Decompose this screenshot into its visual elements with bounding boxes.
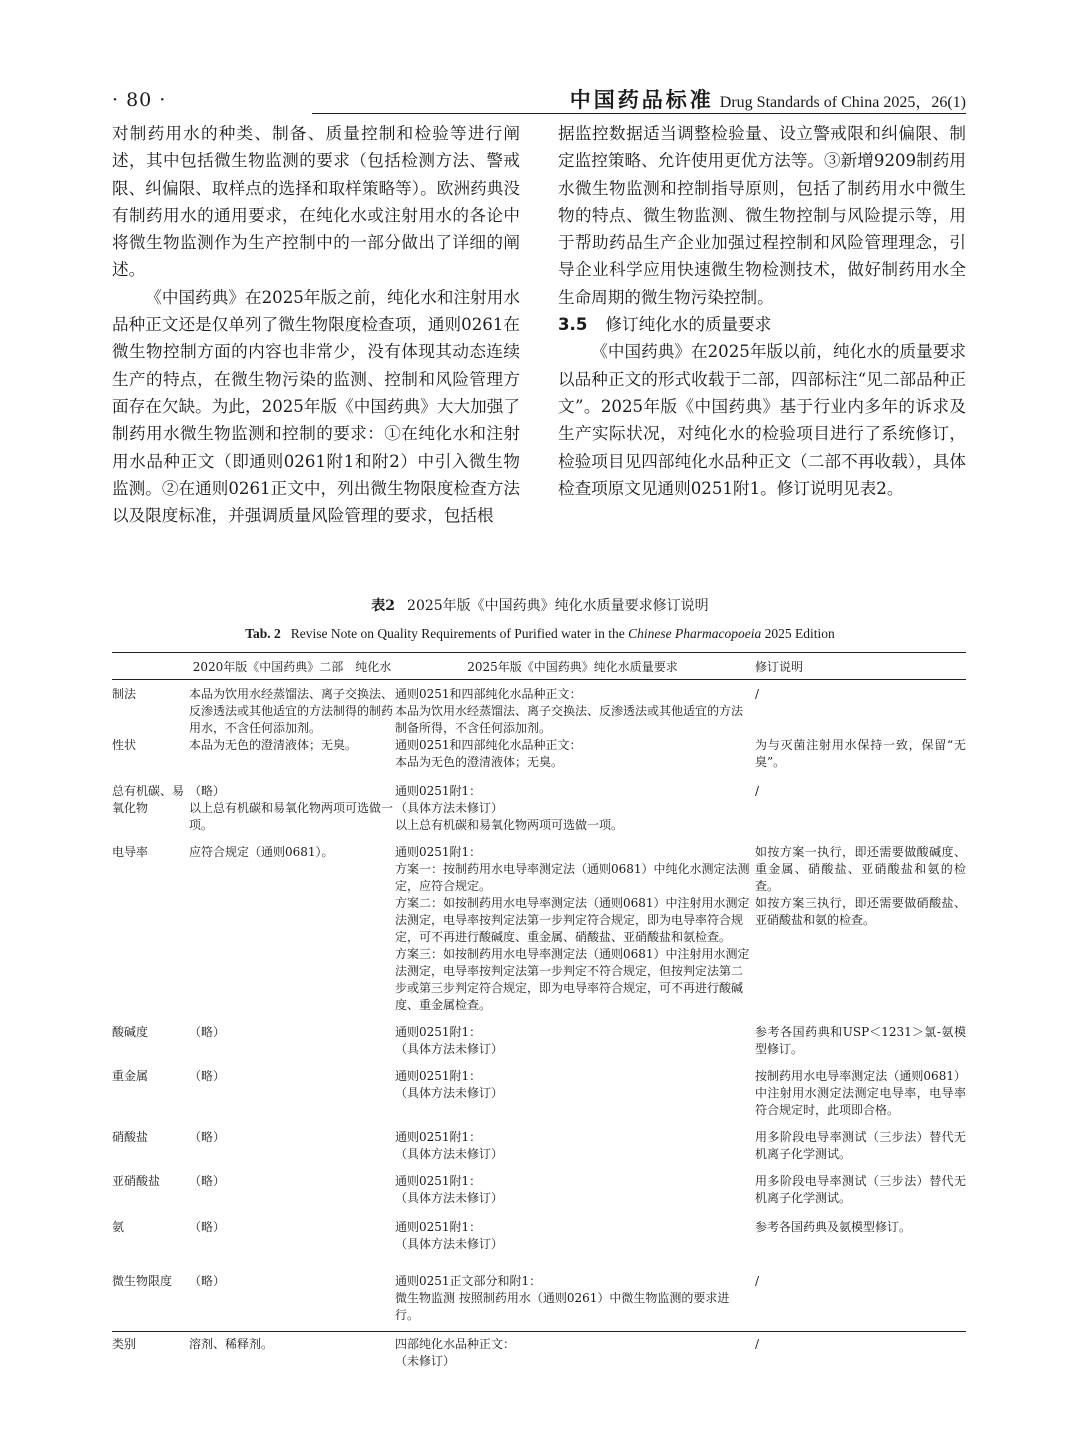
row-item-cell: 酸碱度 <box>112 1025 149 1039</box>
row-note-cell: 为与灭菌注射用水保持一致，保留“无臭”。 <box>755 738 966 769</box>
row-item-cell: 类别 <box>112 1337 137 1351</box>
paragraph: 据监控数据适当调整检验量、设立警戒限和纠偏限、制定监控策略、允许使用更优方法等。③新增9209制药用水微生物监测和控制指导原则，包括了制药用水中微生物的特点、微生物监测、微生物控制与风险提示等，用于帮助药品生产企业加强过程控制和风险管理理念，引导企业科学应用快速微生物检测技术，做好制药用水全生命周期的微生物污染控制。 <box>558 124 966 307</box>
row-item-cell: 重金属 <box>112 1069 149 1083</box>
row-2025-cell: 四部纯化水品种正文： （未修订） <box>395 1337 516 1368</box>
row-2020-cell: （略） <box>189 1025 226 1039</box>
table-caption-cn <box>0 596 1080 616</box>
row-2020-cell: （略） <box>189 1220 226 1234</box>
page-number: · 80 · <box>112 89 167 111</box>
paragraph: 对制药用水的种类、制备、质量控制和检验等进行阐述，其中包括微生物监测的要求（包括检测方法、警戒限、纠偏限、取样点的选择和取样策略等）。欧洲药典没有制药用水的通用要求，在纯化水或注射用水的各论中将微生物监测作为生产控制中的一部分做出了详细的阐述。 <box>112 124 520 280</box>
row-item-cell: 硝酸盐 <box>112 1130 149 1144</box>
row-2025-cell: 通则0251和四部纯化水品种正文： 本品为无色的澄清液体；无臭。 <box>395 738 582 769</box>
table-label-cn: 表2 <box>371 598 396 614</box>
section-heading <box>558 311 966 338</box>
row-2025-cell: 通则0251附1： （具体方法未修订） <box>395 1130 504 1161</box>
table-row <box>112 1219 966 1273</box>
row-item-cell: 制法 <box>112 687 137 701</box>
row-2020-cell: 本品为无色的澄清液体；无臭。 <box>189 738 358 752</box>
row-note-cell: 如按方案一执行，即还需要做酸碱度、重金属、硝酸盐、亚硝酸盐和氨的检查。 如按方案三执行，即还需要做硝酸盐、亚硝酸盐和氨的检查。 <box>755 845 966 927</box>
page-header <box>112 86 966 114</box>
row-note-cell: 参考各国药典和USP＜1231＞氯-氨模型修订。 <box>755 1025 966 1056</box>
row-note-cell: / <box>755 687 760 701</box>
row-item-cell: 电导率 <box>112 845 149 859</box>
journal-title-cn: 中国药品标准 <box>569 88 714 112</box>
row-2020-cell: 本品为饮用水经蒸馏法、离子交换法、反渗透法或其他适宜的方法制得的制药用水，不含任何添加剂。 <box>189 687 394 735</box>
table-header-cell: 2025年版《中国药典》纯化水质量要求 <box>467 659 678 674</box>
table-caption-en: Tab. 2 Revise Note on Quality Requirements of Purified water in the Chinese Pharmacopoeia 2025 Edition <box>245 626 835 641</box>
row-note-cell: 用多阶段电导率测试（三步法）替代无机离子化学测试。 <box>755 1174 966 1205</box>
row-2025-cell: 通则0251附1： （具体方法未修订） <box>395 1174 504 1205</box>
table-label-en: Tab. 2 <box>245 626 281 641</box>
row-2020-cell: （略） <box>189 1069 226 1083</box>
row-item-cell: 总有机碳、易氧化物 <box>112 784 185 815</box>
table-row <box>112 1336 966 1372</box>
row-2020-cell: （略） 以上总有机碳和易氧化物两项可选做一项。 <box>189 784 394 832</box>
left-column <box>112 120 520 529</box>
header-rule <box>312 113 966 114</box>
table-body <box>112 680 966 1372</box>
paragraph: 《中国药典》在2025年版之前，纯化水和注射用水品种正文还是仅单列了微生物限度检查项，通则0261在微生物控制方面的内容也非常少，没有体现其动态连续生产的特点，在微生物污染的监测、控制和风险管理方面存在欠缺。为此，2025年版《中国药典》大大加强了制药用水微生物监测和控制的要求：①在纯化水和注射用水品种正文（即通则0261附1和附2）中引入微生物监测。②在通则0261正文中，列出微生物限度检查方法以及限度标准，并强调质量风险管理的要求，包括根 <box>112 287 520 526</box>
row-item-cell: 氨 <box>112 1220 125 1234</box>
table-row <box>112 783 966 844</box>
table-row <box>112 1068 966 1129</box>
row-2020-cell: 溶剂、稀释剂。 <box>189 1337 274 1351</box>
table-row <box>112 680 966 737</box>
row-item-cell: 微生物限度 <box>112 1274 173 1288</box>
table-header-row <box>112 653 966 679</box>
row-2025-cell: 通则0251附1： （具体方法未修订） <box>395 1069 504 1100</box>
table-row <box>112 737 966 783</box>
row-item-cell: 亚硝酸盐 <box>112 1174 161 1188</box>
section-title: 修订纯化水的质量要求 <box>605 315 772 335</box>
section-number: 3.5 <box>558 315 588 335</box>
revision-table <box>112 652 966 1372</box>
table-bottom-rule <box>112 1331 966 1332</box>
row-2020-cell: 应符合规定（通则0681）。 <box>189 845 334 859</box>
table-header-cell: 2020年版《中国药典》二部 纯化水 <box>192 659 392 674</box>
table-header-cell: 修订说明 <box>755 659 804 674</box>
right-column <box>558 120 966 502</box>
row-note-cell: / <box>755 1274 760 1288</box>
row-2025-cell: 通则0251附1： （具体方法未修订） 以上总有机碳和易氧化物两项可选做一项。 <box>395 784 624 832</box>
row-note-cell: / <box>755 1337 760 1351</box>
row-note-cell: 按制药用水电导率测定法（通则0681）中注射用水测定法测定电导率，电导率符合规定时，此项即合格。 <box>755 1069 966 1117</box>
table-row <box>112 1024 966 1068</box>
row-2025-cell: 通则0251附1： （具体方法未修订） <box>395 1220 504 1251</box>
table-row <box>112 844 966 1024</box>
journal-title-en: Drug Standards of China 2025，26(1) <box>719 94 966 111</box>
table-title-cn: 2025年版《中国药典》纯化水质量要求修订说明 <box>407 598 709 614</box>
row-note-cell: / <box>755 784 760 798</box>
table-row <box>112 1273 966 1336</box>
row-2020-cell: （略） <box>189 1130 226 1144</box>
row-2025-cell: 通则0251和四部纯化水品种正文： 本品为饮用水经蒸馏法、离子交换法、反渗透法或其他适宜的方法制备所得，不含任何添加剂。 <box>395 687 744 735</box>
table-row <box>112 1129 966 1173</box>
row-2025-cell: 通则0251正文部分和附1： 微生物监测 按照制药用水（通则0261）中微生物监测的要求进行。 <box>395 1274 730 1322</box>
row-2020-cell: （略） <box>189 1174 226 1188</box>
row-2025-cell: 通则0251附1： （具体方法未修订） <box>395 1025 504 1056</box>
row-2025-cell: 通则0251附1： 方案一：按制药用水电导率测定法（通则0681）中纯化水测定法测定，应符合规定。 方案二：如按制药用水电导率测定法（通则0681）中注射用水测定法测定，电导率按判定法第一步判定符合规定，即为电导率符合规定，可不再进行酸碱度、重金属、硝酸盐、亚硝酸盐和氨检查。 方案三：如按制药用水电导率测定法（通则0681）中注射用水测定法测定，电导率按判定法第一步判定不符合规定，但按判定法第二步或第三步判定符合规定，即为电导率符合规定，可不再进行酸碱度、重金属检查。 <box>395 845 750 1012</box>
row-note-cell: 参考各国药典及氨模型修订。 <box>755 1220 912 1234</box>
paragraph: 《中国药典》在2025年版以前，纯化水的质量要求以品种正文的形式收载于二部，四部标注“见二部品种正文”。2025年版《中国药典》基于行业内多年的诉求及生产实际状况，对纯化水的检验项目进行了系统修订，检验项目见四部纯化水品种正文（二部不再收载），具体检查项原文见通则0251附1。修订说明见表2。 <box>558 342 966 498</box>
row-2020-cell: （略） <box>189 1274 226 1288</box>
row-item-cell: 性状 <box>112 738 137 752</box>
row-note-cell: 用多阶段电导率测试（三步法）替代无机离子化学测试。 <box>755 1130 966 1161</box>
table-row <box>112 1173 966 1219</box>
